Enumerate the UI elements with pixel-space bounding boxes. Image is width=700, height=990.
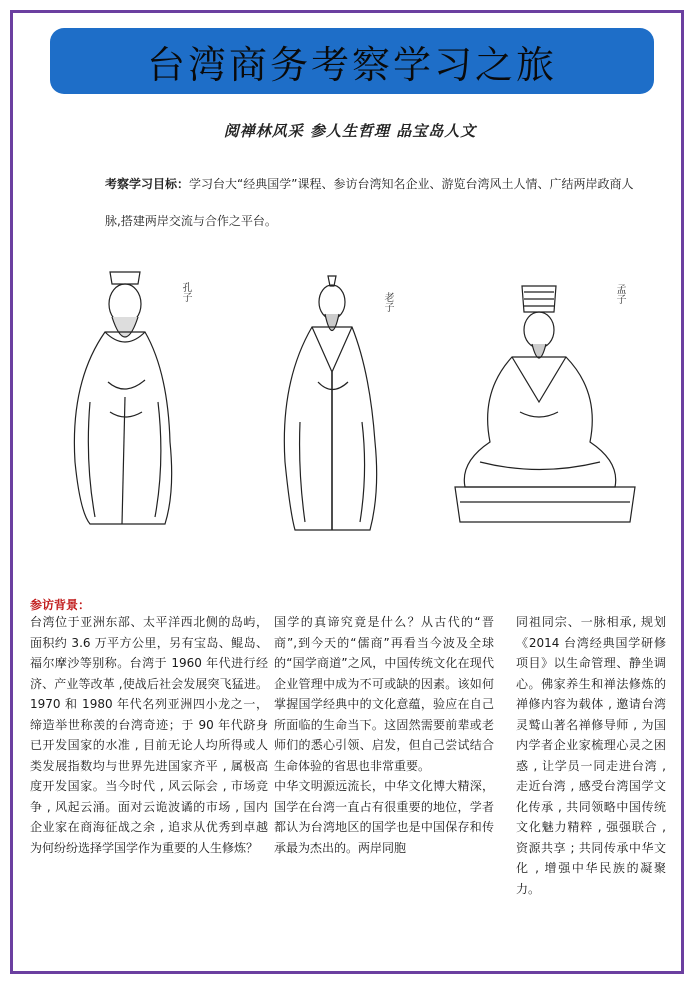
- background-paragraph: 国学的真谛究竟是什么？从古代的“晋商”,到今天的“儒商”再看当今波及全球的“国学商道”之风，中国传统文化在现代企业管理中成为不可或缺的因素。该如何掌握国学经典中的文化意蕴，验应在自己所面临的生命当下。这固然需要前辈或老师们的悉心引领、启发，但自己尝试结合生命体验的省思也非常重要。: [274, 615, 494, 773]
- seal-confucius: 孔子: [180, 282, 191, 302]
- title-banner: [50, 28, 654, 94]
- seal-laozi: 老子: [382, 292, 393, 312]
- mencius-figure: [450, 272, 640, 532]
- background-heading: 参访背景：: [30, 598, 91, 612]
- laozi-figure: [270, 272, 400, 542]
- study-goal: [105, 166, 645, 240]
- seal-mencius: 孟子: [614, 284, 625, 304]
- background-column-1: [30, 612, 268, 858]
- background-paragraph: 台湾位于亚洲东部、太平洋西北侧的岛屿，面积约 3.6 万平方公里，另有宝岛、鲲岛、福尔摩沙等别称。台湾于 1960 年代进行经济、产业等改革 ,使战后社会发展突飞猛进。1970 和 1980 年代名列亚洲四小龙之一，缔造举世称羡的台湾奇迹；于 90 年代跻身已开发国家的水准 , 目前无论人均所得或人类发展指数均与世界先进国家齐平 , 属极高度开发国家。当今时代 , 风云际会 , 市场竞争 , 风起云涌。面对云诡波谲的市场 , 国内企业家在商海征战之余 , 追求从优秀到卓越为何纷纷选择学国学作为重要的人生修炼？: [30, 615, 268, 855]
- background-column-2: [274, 612, 494, 858]
- study-goal-label: 考察学习目标：: [105, 177, 190, 191]
- page-title: 台湾商务考察学习之旅: [146, 42, 557, 87]
- study-goal-text: 学习台大“经典国学”课程、参访台湾知名企业、游览台湾风土人情、广结两岸政商人脉,搭建两岸交流与合作之平台。: [105, 177, 634, 228]
- background-paragraph: 中华文明源远流长，中华文化博大精深，国学在台湾一直占有很重要的地位，学者都认为台湾地区的国学也是中国保存和传承最为杰出的。两岸同胞: [274, 779, 494, 855]
- sage-portraits: [50, 262, 650, 547]
- confucius-figure: [50, 262, 200, 532]
- background-paragraph: 同祖同宗、一脉相承, 规划《2014 台湾经典国学研修项目》以生命管理、静坐调心。佛家养生和禅法修炼的禅修内容为载体 , 邀请台湾灵鹫山著名禅修导师 , 为国内学者企业家梳理心灵之困惑 , 让学员一同走进台湾 , 走近台湾 , 感受台湾国学文化传承 , 共同领略中国传统文化魅力精粹 , 强强联合 , 资源共享 ; 共同传承中华文化 , 增强中华民族的凝聚力。: [516, 615, 666, 896]
- background-column-3: [516, 612, 666, 899]
- portrait-confucius: [50, 262, 200, 532]
- page-subtitle: 阅禅林风采 参人生哲理 品宝岛人文: [223, 122, 477, 140]
- portrait-mencius: [450, 272, 640, 532]
- portrait-laozi: [270, 272, 400, 542]
